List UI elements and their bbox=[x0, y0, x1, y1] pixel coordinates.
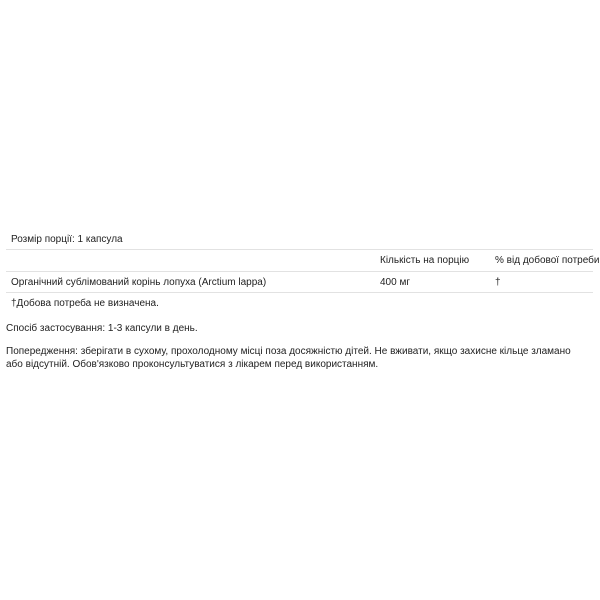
serving-size: Розмір порції: 1 капсула bbox=[11, 233, 123, 245]
ingredient-daily-value: † bbox=[495, 276, 501, 288]
serving-size-row bbox=[6, 229, 593, 250]
table-row bbox=[6, 272, 593, 293]
ingredient-amount: 400 мг bbox=[380, 276, 410, 288]
ingredient-name: Органічний сублімований корінь лопуха (Arctium lappa) bbox=[11, 276, 267, 288]
daily-value-header: % від добової потреби bbox=[495, 255, 600, 266]
usage-instructions: Спосіб застосування: 1-3 капсули в день. bbox=[6, 323, 198, 334]
warning-text: Попередження: зберігати в сухому, прохолодному місці поза досяжністю дітей. Не вживати, якщо захисне кільце зламано або відсутній. Обов'язково проконсультуватися з лікарем перед використанням. bbox=[6, 346, 571, 370]
table-header-row bbox=[6, 250, 600, 272]
footnote-row bbox=[6, 293, 593, 314]
supplement-facts-table bbox=[6, 229, 600, 314]
daily-value-footnote: †Добова потреба не визначена. bbox=[11, 298, 159, 309]
amount-per-serving-header: Кількість на порцію bbox=[380, 255, 470, 266]
